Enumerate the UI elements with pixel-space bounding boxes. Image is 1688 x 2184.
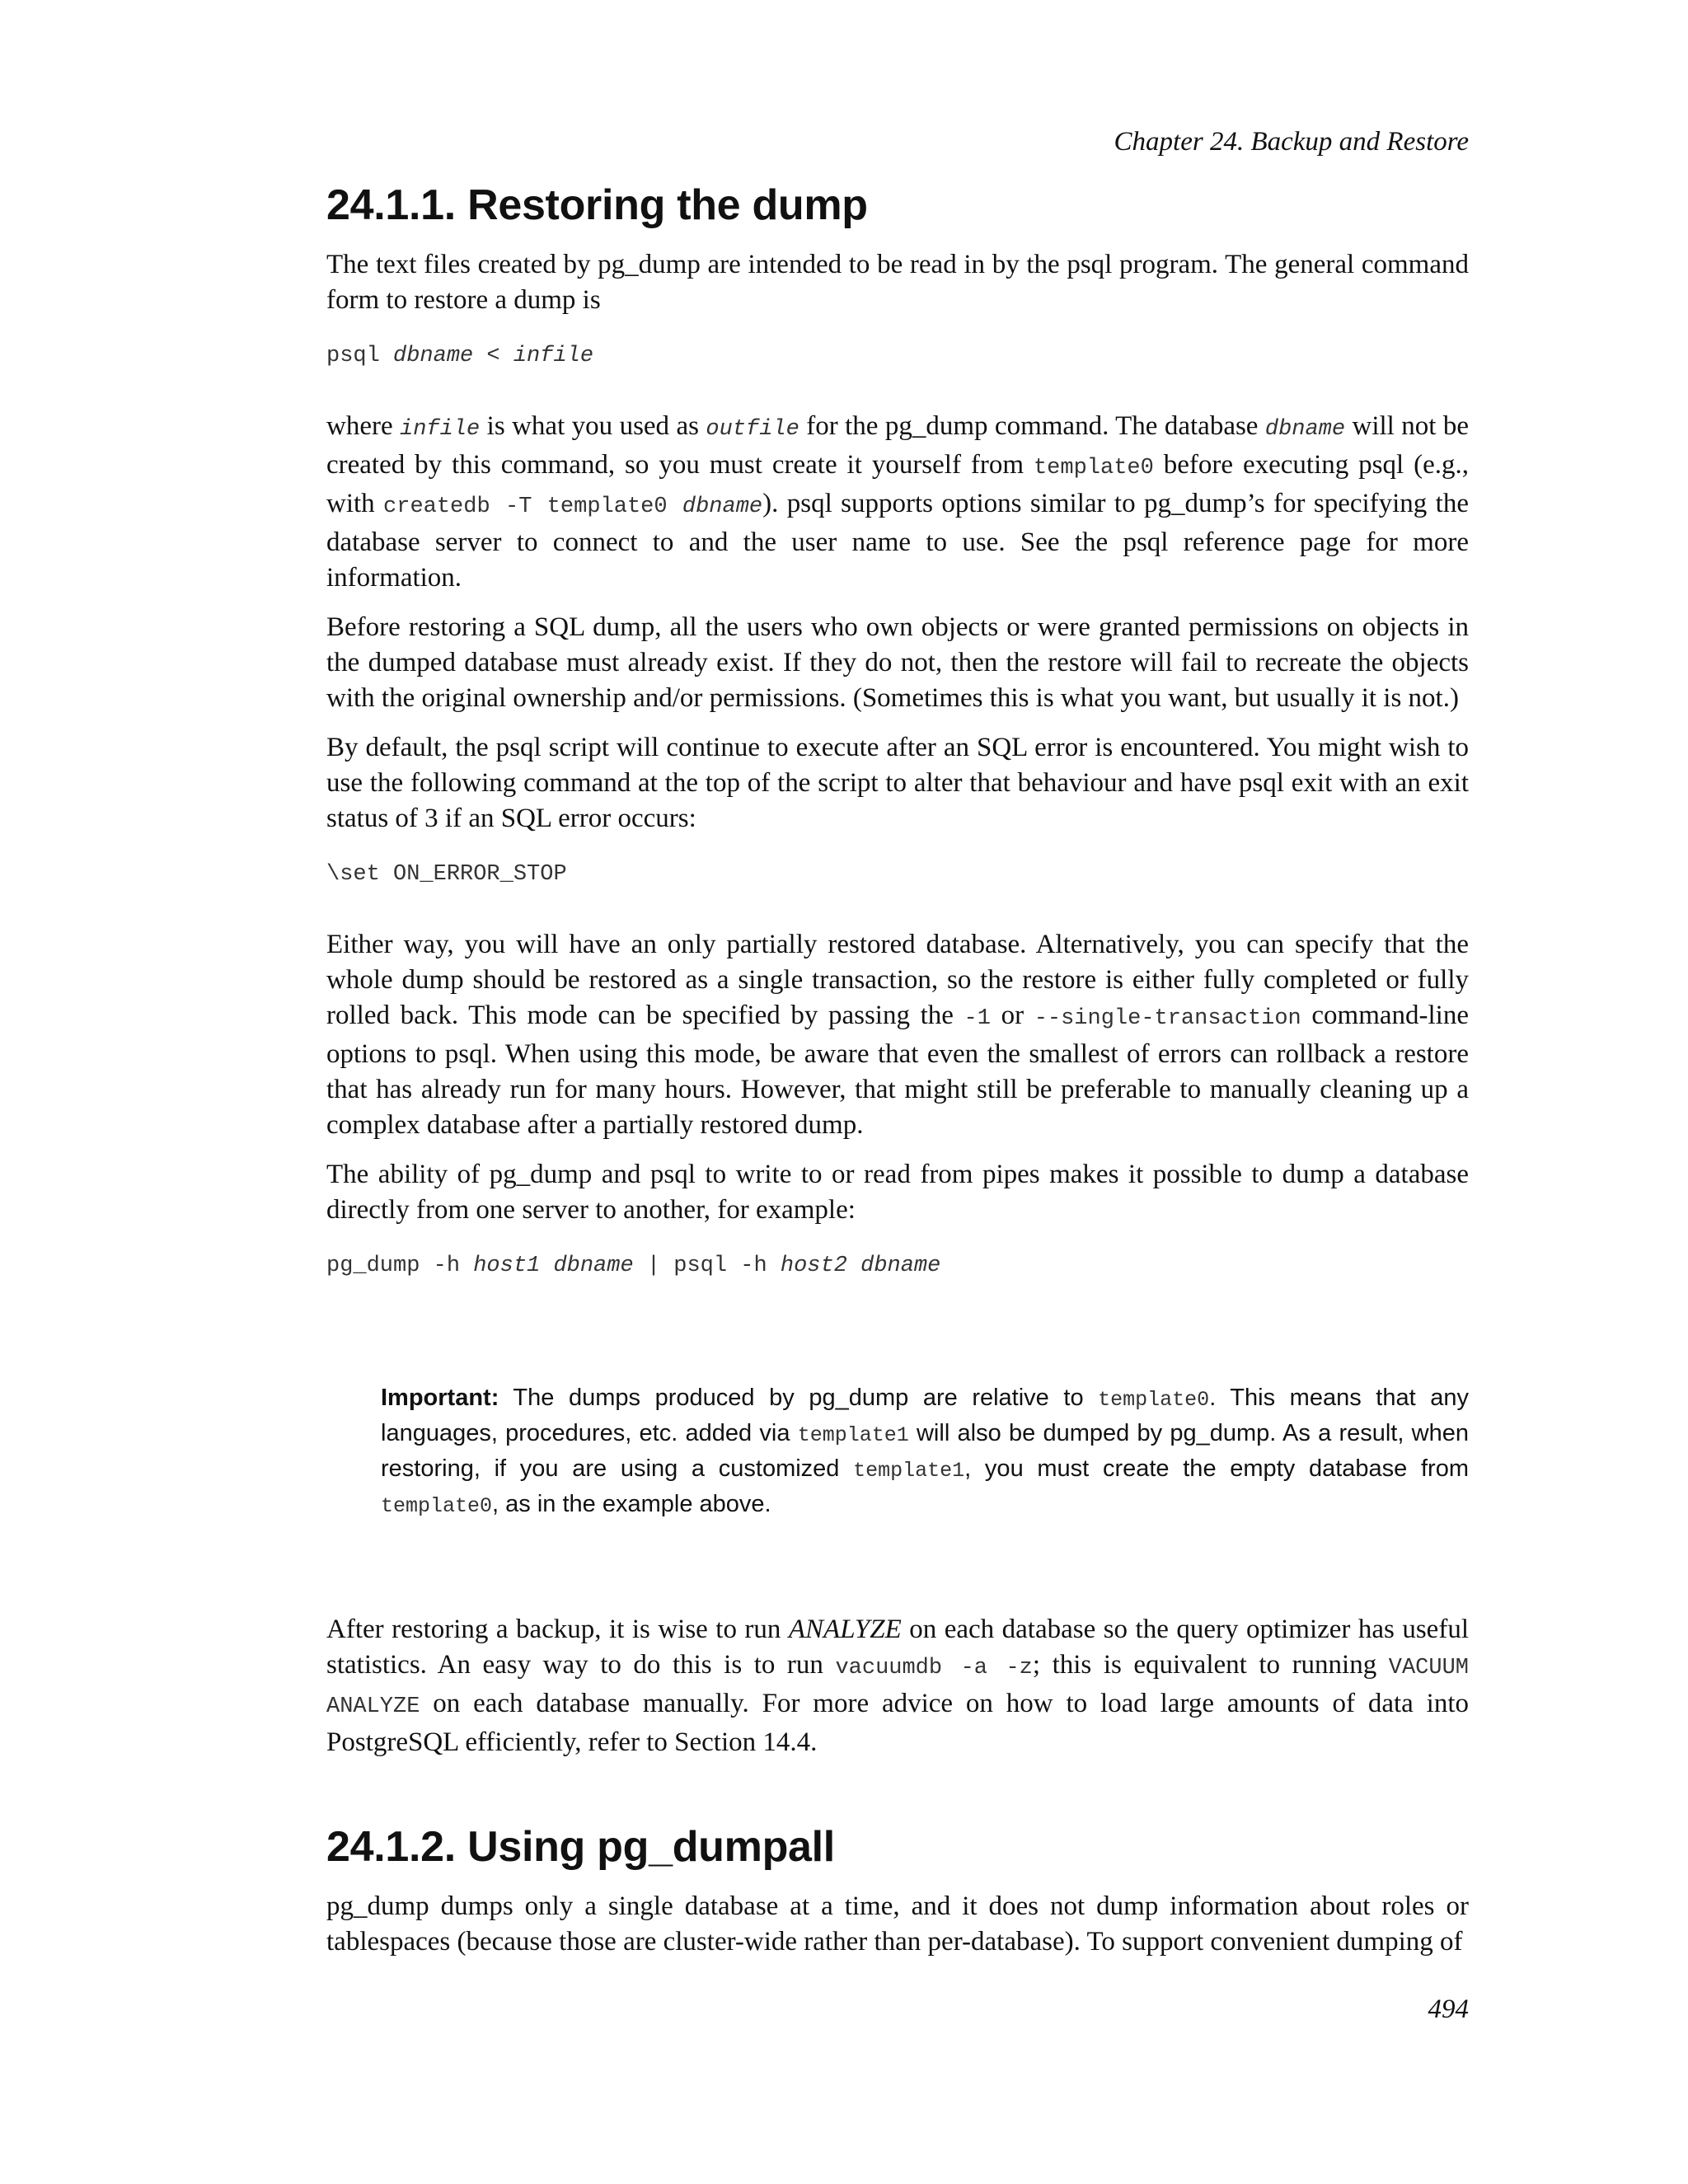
paragraph-single-transaction: Either way, you will have an only partially restored database. Alternatively, you can specify that the whole dump should be restored as a single transaction, so the restore is either fully completed or fully rolled back. This mode can be specified by passing the -1 or --single-transaction command-line options to psql. When using this mode, be aware that even the smallest of errors can rollback a restore that has already run for many hours. However, that might still be preferable to manually cleaning up a complex database after a partially restored dump. — [326, 930, 1469, 1140]
running-head: Chapter 24. Backup and Restore — [1114, 127, 1469, 157]
code-block-pipe-dump: pg_dump -h host1 dbname | psql -h host2 dbname — [326, 1254, 941, 1278]
page-content — [326, 180, 1469, 1974]
paragraph-intro: The text files created by pg_dump are intended to be read in by the psql program. The general command form to restore a dump is — [326, 250, 1469, 315]
important-note: Important: The dumps produced by pg_dump are relative to template0. This means that any languages, procedures, etc. added via template1 will also be dumped by pg_dump. As a result, when restoring, if you are using a customized template1, you must create the empty database from template0, as in the example above. — [381, 1385, 1469, 1518]
section-heading-restoring-dump: 24.1.1. Restoring the dump — [326, 181, 868, 229]
page-number: 494 — [1428, 1994, 1469, 2024]
paragraph-where-infile: where infile is what you used as outfile for the pg_dump command. The database dbname will not be created by this command, so you must create it yourself from template0 before executing psql (e.g., with createdb -T template0 dbname). psql supports options similar to pg_dump’s for specifying the database server to connect to and the user name to use. See the psql reference page for more information. — [326, 411, 1470, 593]
important-label: Important: — [381, 1385, 499, 1411]
code-block-on-error-stop: \set ON_ERROR_STOP — [326, 862, 567, 887]
section-heading-pg-dumpall: 24.1.2. Using pg_dumpall — [326, 1823, 835, 1871]
paragraph-pg-dumpall-intro: pg_dump dumps only a single database at a time, and it does not dump information about roles or tablespaces (because those are cluster-wide rather than per-database). To support convenient dumping of — [326, 1891, 1469, 1957]
paragraph-users-must-exist: Before restoring a SQL dump, all the users who own objects or were granted permissions on objects in the dumped database must already exist. If they do not, then the restore will fail to recreate the objects with the original ownership and/or permissions. (Sometimes this is what you want, but usually it is not.) — [326, 612, 1469, 713]
code-block-psql-restore: psql dbname < infile — [326, 344, 594, 368]
paragraph-analyze: After restoring a backup, it is wise to run ANALYZE on each database so the query optimizer has useful statistics. An easy way to do this is to run vacuumdb -a -z; this is equivalent to running VACUUM ANALYZE on each database manually. For more advice on how to load large amounts of data into PostgreSQL efficiently, refer to Section 14.4. — [326, 1615, 1469, 1757]
paragraph-pipes: The ability of pg_dump and psql to write to or read from pipes makes it possible to dump a database directly from one server to another, for example: — [326, 1160, 1469, 1225]
paragraph-sql-error: By default, the psql script will continue to execute after an SQL error is encountered. You might wish to use the following command at the top of the script to alter that behaviour and have psql exit with an exit status of 3 if an SQL error occurs: — [326, 733, 1469, 833]
